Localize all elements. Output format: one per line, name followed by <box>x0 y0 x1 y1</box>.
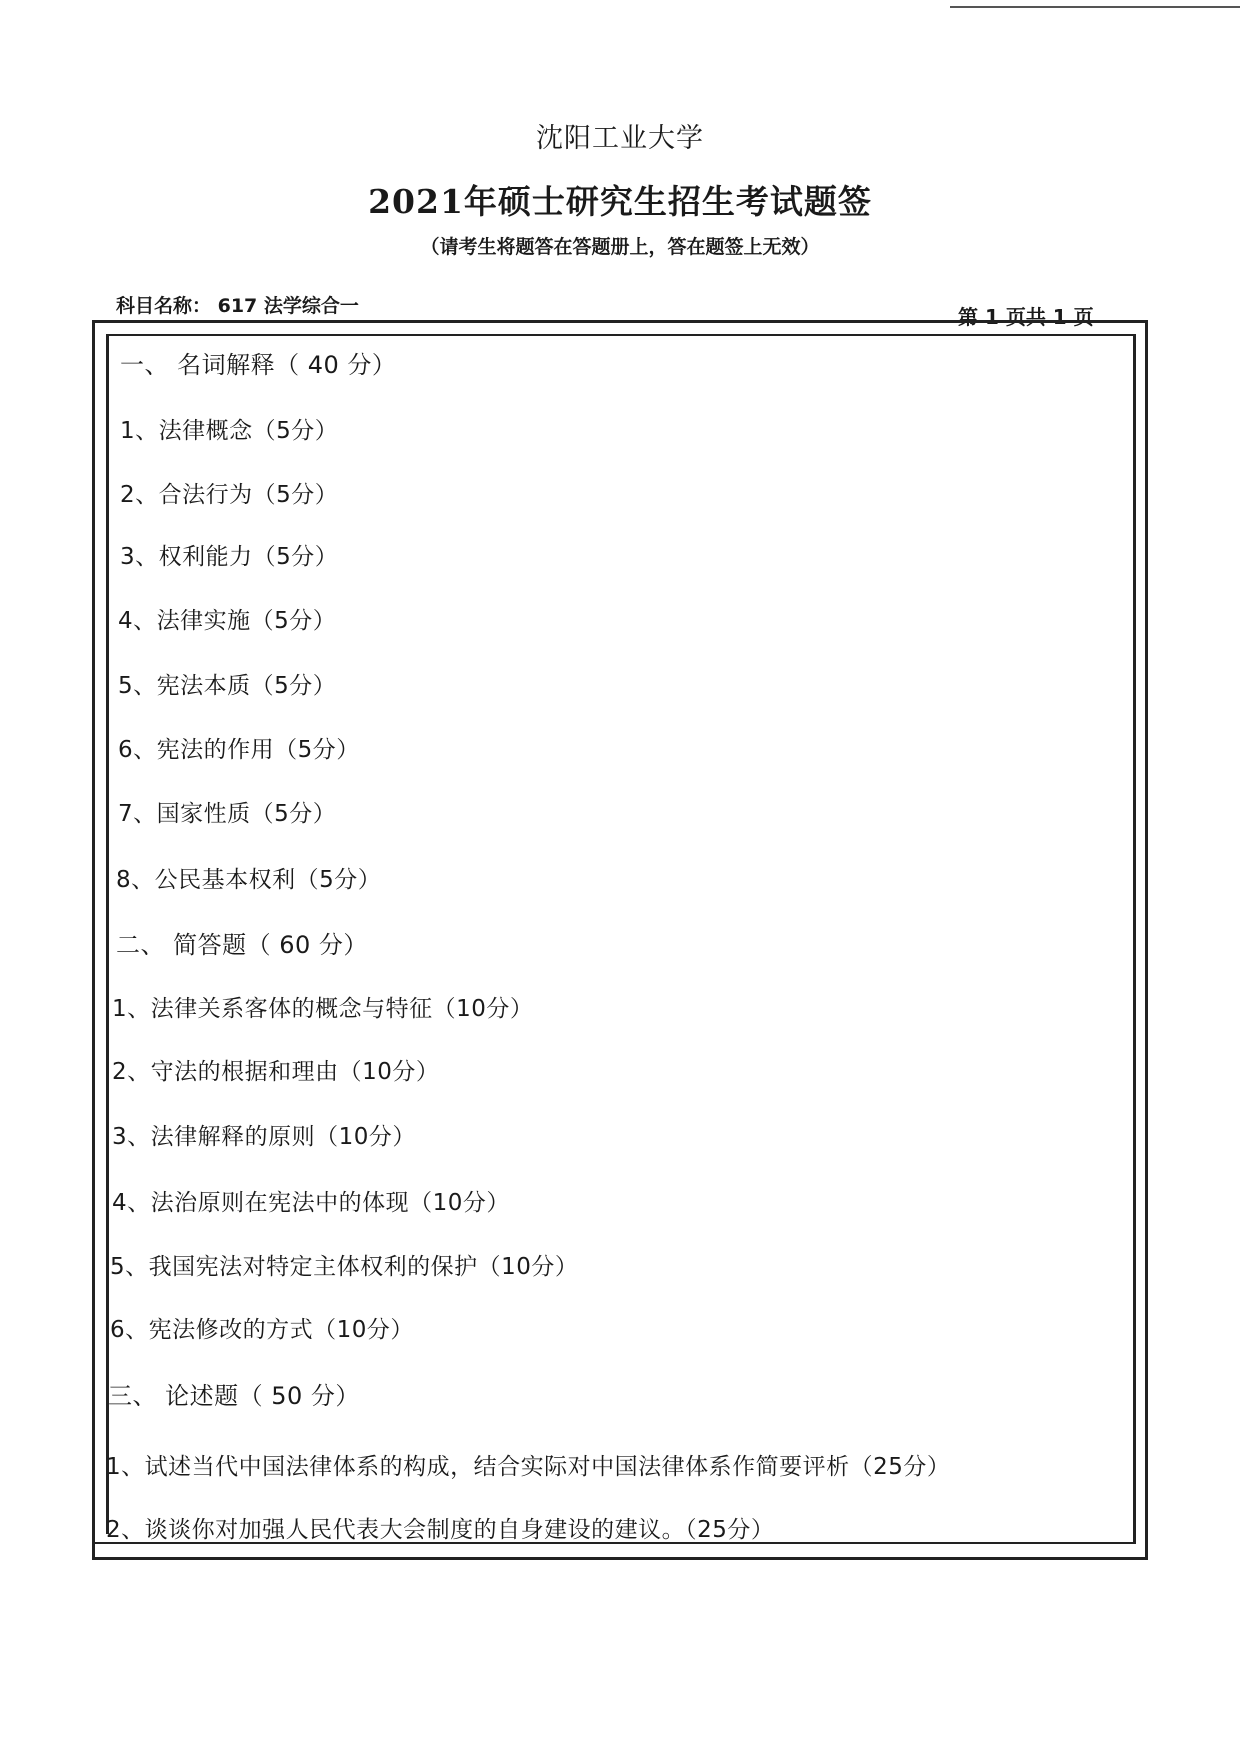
question-item: 6、宪法的作用（5分） <box>118 737 360 763</box>
page-info: 第 1 页共 1 页 <box>958 305 1094 329</box>
section-title-terms: 一、 名词解释（ 40 分） <box>120 351 397 379</box>
question-item: 1、法律概念（5分） <box>120 418 339 444</box>
question-item: 8、公民基本权利（5分） <box>116 867 382 893</box>
section-title-short-answer: 二、 简答题（ 60 分） <box>116 931 368 959</box>
question-item: 3、权利能力（5分） <box>120 544 339 570</box>
question-item: 7、国家性质（5分） <box>118 801 337 827</box>
question-item: 3、法律解释的原则（10分） <box>112 1124 416 1150</box>
question-frame-inner-left <box>106 334 109 1534</box>
question-item: 6、宪法修改的方式（10分） <box>110 1317 414 1343</box>
question-item: 5、我国宪法对特定主体权利的保护（10分） <box>110 1254 579 1280</box>
question-item: 1、法律关系客体的概念与特征（10分） <box>112 996 534 1022</box>
question-item: 2、谈谈你对加强人民代表大会制度的自身建设的建议。（25分） <box>106 1517 775 1543</box>
question-item: 5、宪法本质（5分） <box>118 673 337 699</box>
question-item: 4、法律实施（5分） <box>118 608 337 634</box>
question-frame-inner-top <box>106 334 1136 336</box>
exam-title: 2021年硕士研究生招生考试题签 <box>368 182 872 221</box>
exam-notice: （请考生将题答在答题册上，答在题签上无效） <box>420 236 820 258</box>
subject-name: 科目名称： 617 法学综合一 <box>116 295 359 317</box>
section-title-essay: 三、 论述题（ 50 分） <box>108 1382 360 1410</box>
question-frame-inner-right <box>1133 334 1136 1544</box>
question-item: 1、试述当代中国法律体系的构成，结合实际对中国法律体系作简要评析（25分） <box>106 1454 951 1480</box>
question-item: 4、法治原则在宪法中的体现（10分） <box>112 1190 510 1216</box>
university-name: 沈阳工业大学 <box>536 123 704 154</box>
question-item: 2、合法行为（5分） <box>120 482 339 508</box>
scan-edge-line <box>950 6 1240 8</box>
question-item: 2、守法的根据和理由（10分） <box>112 1059 440 1085</box>
